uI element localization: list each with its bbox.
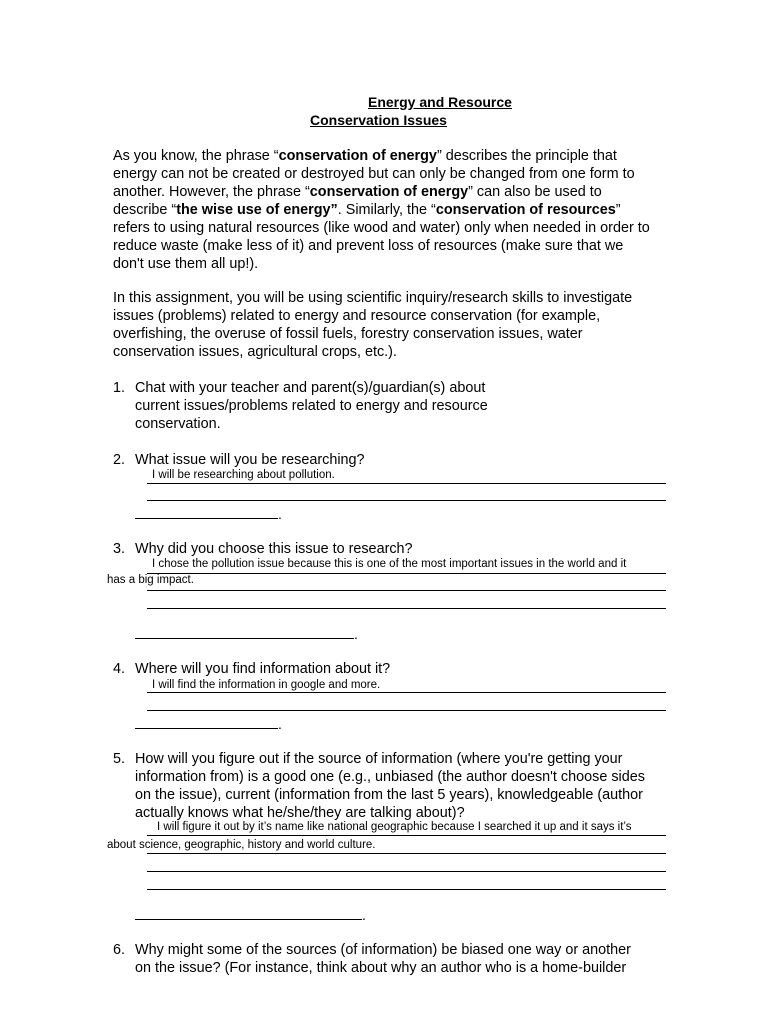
question-text: Why might some of the sources (of information) be biased one way or another on the issue? (For instance, think about why an author who is a home-builder [135,942,631,976]
question-number: 5. [113,751,126,767]
question-number: 3. [113,541,126,557]
period: . [278,506,282,522]
question-text: Chat with your teacher and parent(s)/guardian(s) about current issues/problems related to energy and resource conservation. [135,380,488,432]
answer-text: I will find the information in google and more. [152,679,381,691]
intro-text: ” can also be used to describe “ [113,184,602,218]
answer-text: I chose the pollution issue because this is one of the most important issues in the world and it [152,558,627,570]
intro-bold-term: conservation of resources [435,202,616,218]
period: . [278,716,282,732]
answer-line[interactable] [147,573,666,574]
answer-line[interactable] [147,889,666,890]
question-text: What issue will you be researching? [135,452,365,468]
question-text: How will you figure out if the source of information (where you're getting your information from) is a good one (e.g., unbiased (the author doesn't choose sides on the issue), current (information from the last 5 years), knowledgeable (author actually knows what he/she/they are talking about)? [135,751,645,821]
answer-line[interactable] [135,919,362,920]
answer-text: I will figure it out by it’s name like national geographic because I searched it up and it says it’s [157,821,632,833]
answer-line[interactable] [147,710,666,711]
answer-text: I will be researching about pollution. [152,469,335,481]
intro-paragraph-2: In this assignment, you will be using scientific inquiry/research skills to investigate issues (problems) related to energy and resource conservation (for example, overfishing, the overuse of fossil fuels, forestry conservation issues, water conservation issues, agricultural crops, etc.). [113,290,633,360]
intro-bold-term: conservation of energy [278,148,437,164]
question-text: Why did you choose this issue to research? [135,541,413,557]
answer-line[interactable] [147,692,666,693]
answer-line[interactable] [147,871,666,872]
intro-text: As you know, the phrase “ [113,148,279,164]
answer-text: has a big impact. [107,574,194,586]
answer-line[interactable] [147,835,666,836]
question-number: 6. [113,942,126,958]
answer-text: about science, geographic, history and world culture. [107,839,376,851]
intro-paragraph-1 [113,147,653,273]
answer-line[interactable] [147,500,666,501]
answer-line[interactable] [147,483,666,484]
title-line-2: Conservation Issues [310,112,447,128]
answer-line[interactable] [147,853,666,854]
answer-line[interactable] [135,638,354,639]
question-number: 4. [113,661,126,677]
period: . [362,907,366,923]
answer-line[interactable] [135,518,278,519]
intro-text: ” refers to using natural resources (like wood and water) only when needed in order to reduce waste (make less of it) and prevent loss of resources (make sure that we don't use them all up!). [113,202,650,272]
title-line-1: Energy and Resource [368,94,512,110]
period: . [354,626,358,642]
answer-line[interactable] [135,728,278,729]
intro-bold-term: conservation of energy [309,184,469,200]
question-text: Where will you find information about it? [135,661,391,677]
intro-bold-term: the wise use of energy” [176,202,338,218]
answer-line[interactable] [147,590,666,591]
intro-text: ” describes the principle that energy can not be created or destroyed but can only be changed from one form to another. However, the phrase “ [113,148,635,200]
question-number: 1. [113,380,126,396]
question-number: 2. [113,452,126,468]
intro-text: . Similarly, the “ [337,202,436,218]
answer-line[interactable] [147,608,666,609]
